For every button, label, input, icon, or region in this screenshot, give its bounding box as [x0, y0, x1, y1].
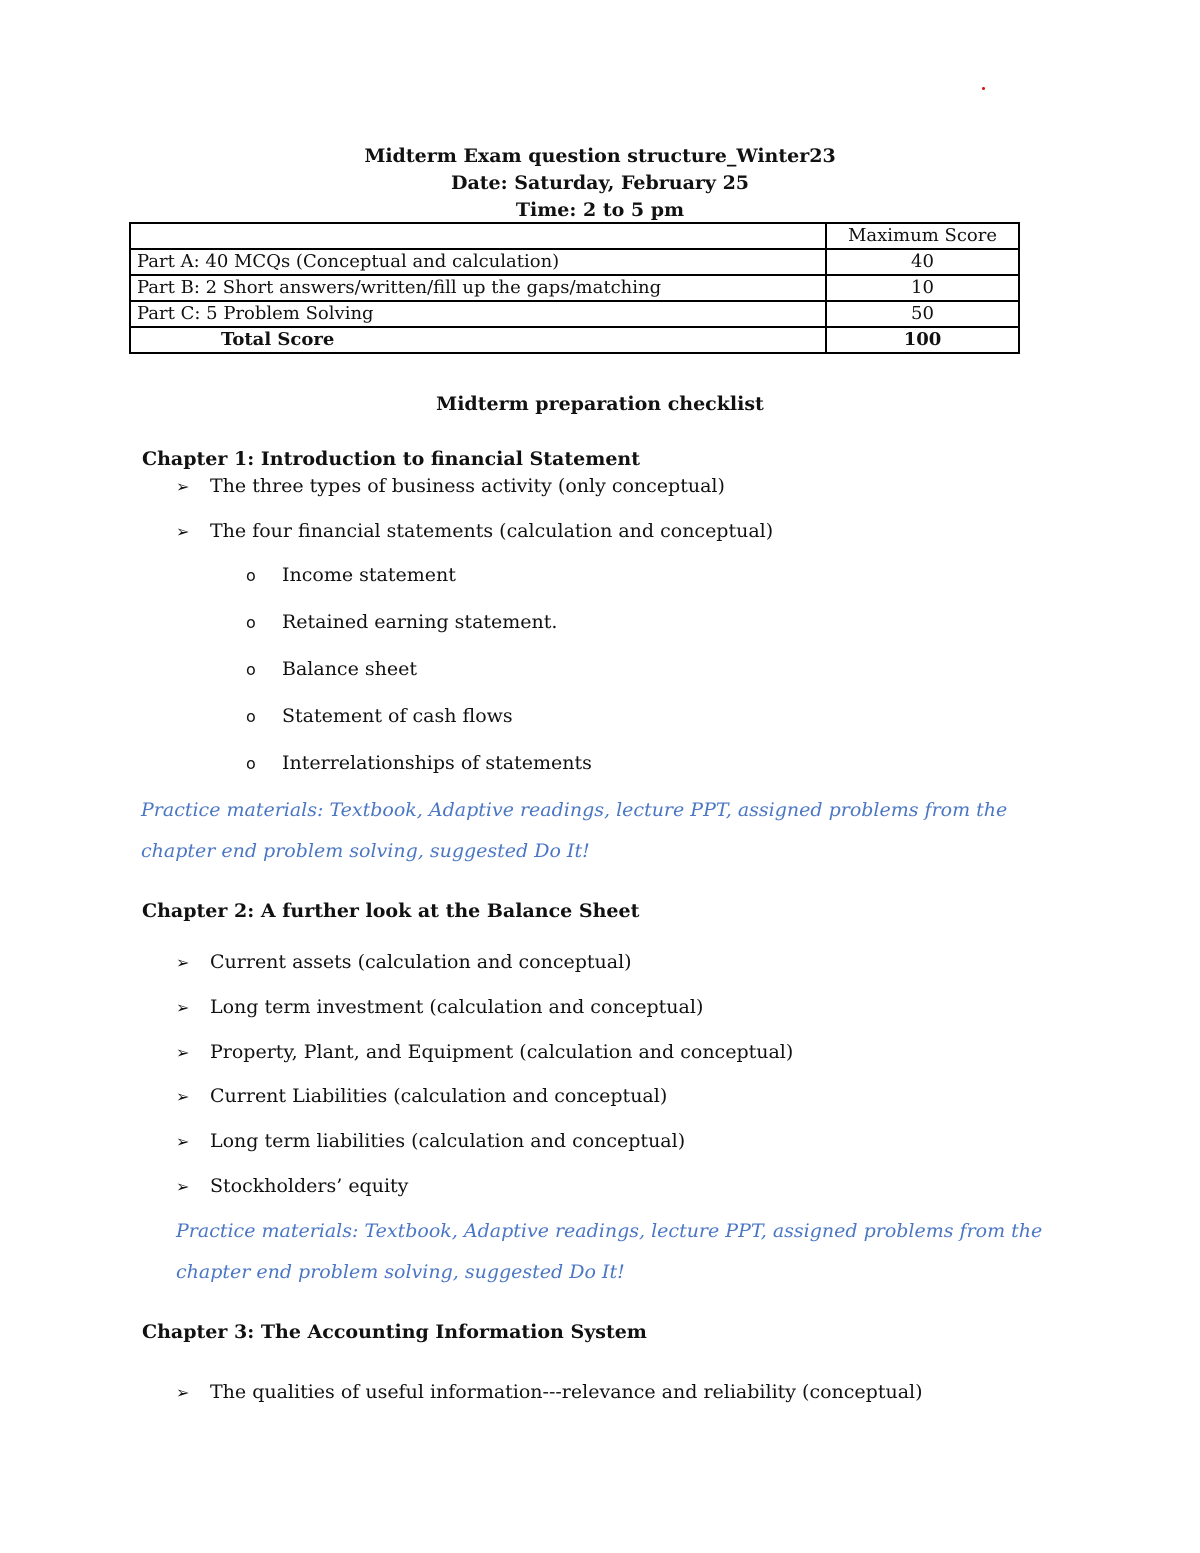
- total-score-value: 100: [826, 327, 1019, 353]
- score-table: [129, 222, 1020, 354]
- list-item-text: Long term investment (calculation and conceptual): [210, 996, 704, 1018]
- arrow-bullet-icon: ➢: [176, 522, 190, 541]
- list-item: [176, 1381, 923, 1403]
- sub-list-item: [246, 658, 417, 680]
- circle-bullet-icon: o: [246, 566, 256, 585]
- list-item: [176, 951, 632, 973]
- chapter-3-heading: Chapter 3: The Accounting Information System: [142, 1321, 647, 1343]
- list-item-text: Stockholders’ equity: [210, 1175, 409, 1197]
- table-row: [130, 275, 1019, 301]
- circle-bullet-icon: o: [246, 613, 256, 632]
- exam-title: Midterm Exam question structure_Winter23: [364, 145, 836, 167]
- table-cell-part: Part A: 40 MCQs (Conceptual and calculation): [130, 249, 826, 275]
- table-header-row: [130, 223, 1019, 249]
- chapter-2-heading: Chapter 2: A further look at the Balance Sheet: [142, 900, 640, 922]
- list-item: [176, 475, 725, 497]
- list-item-text: Property, Plant, and Equipment (calculation and conceptual): [210, 1041, 794, 1063]
- table-header-left: [130, 223, 826, 249]
- list-item: [176, 1130, 685, 1152]
- exam-time: Time: 2 to 5 pm: [515, 199, 685, 221]
- table-cell-score: 10: [826, 275, 1019, 301]
- circle-bullet-icon: o: [246, 707, 256, 726]
- sub-list-item-text: Balance sheet: [282, 658, 417, 680]
- circle-bullet-icon: o: [246, 660, 256, 679]
- list-item-text: Current Liabilities (calculation and conceptual): [210, 1085, 668, 1107]
- chapter-1-heading: Chapter 1: Introduction to financial Statement: [142, 448, 640, 470]
- table-cell-score: 40: [826, 249, 1019, 275]
- arrow-bullet-icon: ➢: [176, 1087, 190, 1106]
- practice-line-2: chapter end problem solving, suggested Do It!: [141, 840, 590, 862]
- table-row: [130, 249, 1019, 275]
- list-item: [176, 1041, 793, 1063]
- list-item-text: Long term liabilities (calculation and conceptual): [210, 1130, 686, 1152]
- list-item: [176, 520, 773, 542]
- list-item-text: The three types of business activity (only conceptual): [210, 475, 725, 497]
- total-score-label: Total Score: [130, 327, 826, 353]
- chapter-2-practice-materials: [176, 1211, 1042, 1293]
- table-row: [130, 301, 1019, 327]
- exam-date: Date: Saturday, February 25: [450, 172, 750, 194]
- table-cell-part: Part C: 5 Problem Solving: [130, 301, 826, 327]
- list-item-text: The four financial statements (calculation and conceptual): [210, 520, 774, 542]
- checklist-title: Midterm preparation checklist: [436, 393, 764, 415]
- red-marker-dot: [982, 87, 985, 90]
- sub-list-item-text: Income statement: [282, 564, 456, 586]
- sub-list-item: [246, 705, 513, 727]
- arrow-bullet-icon: ➢: [176, 1177, 190, 1196]
- arrow-bullet-icon: ➢: [176, 1383, 190, 1402]
- list-item: [176, 996, 703, 1018]
- table-cell-part: Part B: 2 Short answers/written/fill up the gaps/matching: [130, 275, 826, 301]
- practice-line-2: chapter end problem solving, suggested Do It!: [176, 1261, 625, 1283]
- list-item: [176, 1175, 408, 1197]
- sub-list-item-text: Interrelationships of statements: [282, 752, 592, 774]
- arrow-bullet-icon: ➢: [176, 1043, 190, 1062]
- list-item-text: The qualities of useful information---relevance and reliability (conceptual): [210, 1381, 923, 1403]
- sub-list-item: [246, 611, 557, 633]
- sub-list-item-text: Statement of cash flows: [282, 705, 513, 727]
- table-total-row: [130, 327, 1019, 353]
- table-header-max-score: Maximum Score: [826, 223, 1019, 249]
- chapter-1-practice-materials: [141, 790, 1007, 872]
- arrow-bullet-icon: ➢: [176, 477, 190, 496]
- arrow-bullet-icon: ➢: [176, 998, 190, 1017]
- table-cell-score: 50: [826, 301, 1019, 327]
- list-item-text: Current assets (calculation and conceptual): [210, 951, 632, 973]
- arrow-bullet-icon: ➢: [176, 1132, 190, 1151]
- practice-line-1: Practice materials: Textbook, Adaptive readings, lecture PPT, assigned problems from the: [176, 1220, 1043, 1242]
- circle-bullet-icon: o: [246, 754, 256, 773]
- sub-list-item-text: Retained earning statement.: [282, 611, 558, 633]
- sub-list-item: [246, 564, 456, 586]
- arrow-bullet-icon: ➢: [176, 953, 190, 972]
- practice-line-1: Practice materials: Textbook, Adaptive readings, lecture PPT, assigned problems from the: [141, 799, 1008, 821]
- list-item: [176, 1085, 667, 1107]
- sub-list-item: [246, 752, 592, 774]
